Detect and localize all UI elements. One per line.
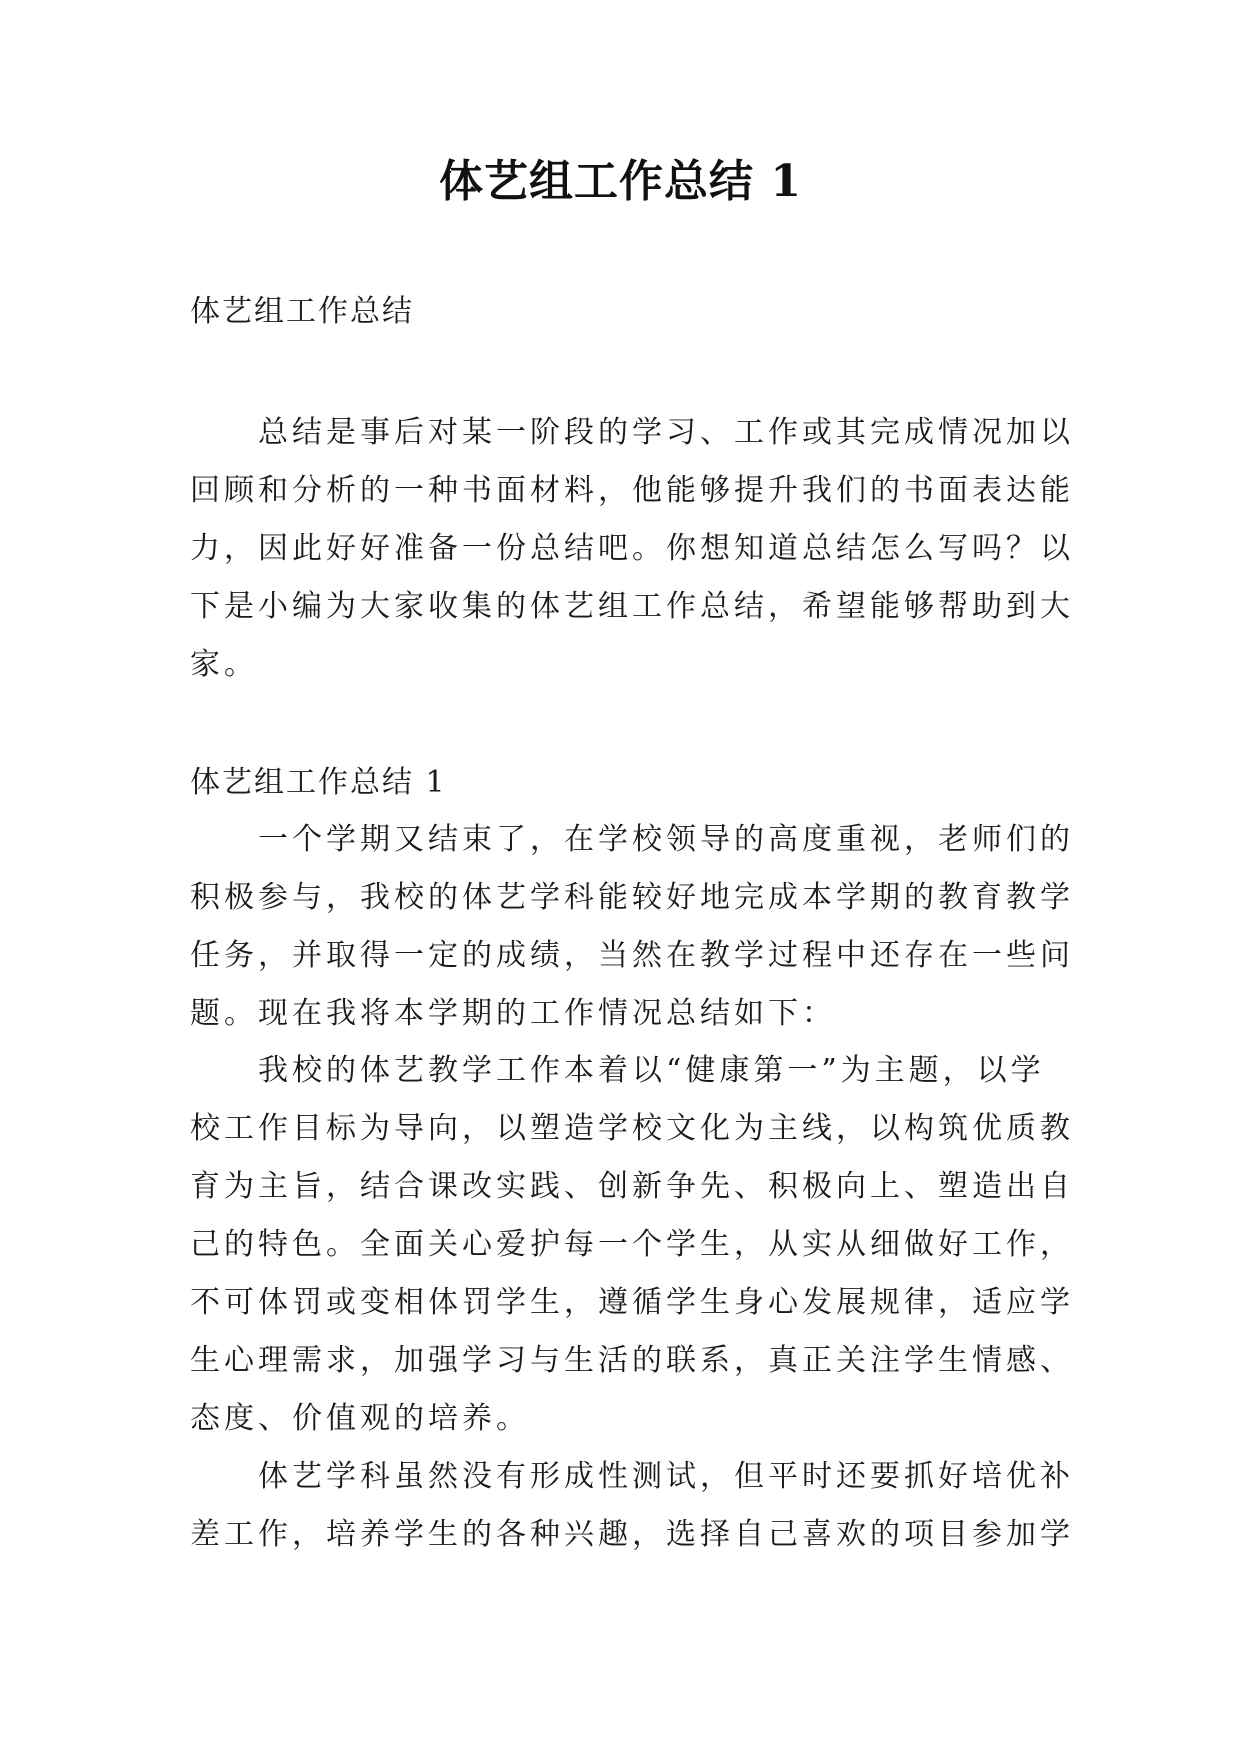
text-line: 力，因此好好准备一份总结吧。你想知道总结怎么写吗？以 [190,531,1074,566]
paragraph-2 [190,1042,1074,1448]
text-line: 回顾和分析的一种书面材料，他能够提升我们的书面表达能 [190,473,1074,508]
text-line: 家。 [190,647,258,682]
document-title: 体艺组工作总结 1 [439,156,802,207]
text-line: 态度、价值观的培养。 [190,1401,530,1436]
paragraph-1 [190,811,1074,1043]
intro-paragraph [190,404,1074,694]
text-line: 积极参与，我校的体艺学科能较好地完成本学期的教育教学 [190,880,1074,915]
text-line: 不可体罚或变相体罚学生，遵循学生身心发展规律，适应学 [190,1285,1074,1320]
text-line: 差工作，培养学生的各种兴趣，选择自己喜欢的项目参加学 [190,1517,1074,1552]
document-subtitle: 体艺组工作总结 [190,294,414,329]
text-line: 总结是事后对某一阶段的学习、工作或其完成情况加以 [190,415,1074,450]
text-line: 生心理需求，加强学习与生活的联系，真正关注学生情感、 [190,1343,1074,1378]
text-line: 任务，并取得一定的成绩，当然在教学过程中还存在一些问 [190,938,1074,973]
text-line: 下是小编为大家收集的体艺组工作总结，希望能够帮助到大 [190,589,1074,624]
text-line: 育为主旨，结合课改实践、创新争先、积极向上、塑造出自 [190,1169,1074,1204]
text-line: 体艺学科虽然没有形成性测试，但平时还要抓好培优补 [190,1459,1074,1494]
paragraph-3 [190,1448,1074,1564]
section-heading: 体艺组工作总结 1 [190,765,447,800]
text-line: 我校的体艺教学工作本着以“健康第一”为主题，以学 [190,1053,1045,1088]
text-line: 校工作目标为导向，以塑造学校文化为主线，以构筑优质教 [190,1111,1074,1146]
text-line: 一个学期又结束了，在学校领导的高度重视，老师们的 [190,822,1074,857]
text-line: 题。现在我将本学期的工作情况总结如下： [190,996,836,1031]
text-line: 己的特色。全面关心爱护每一个学生，从实从细做好工作， [190,1227,1074,1262]
